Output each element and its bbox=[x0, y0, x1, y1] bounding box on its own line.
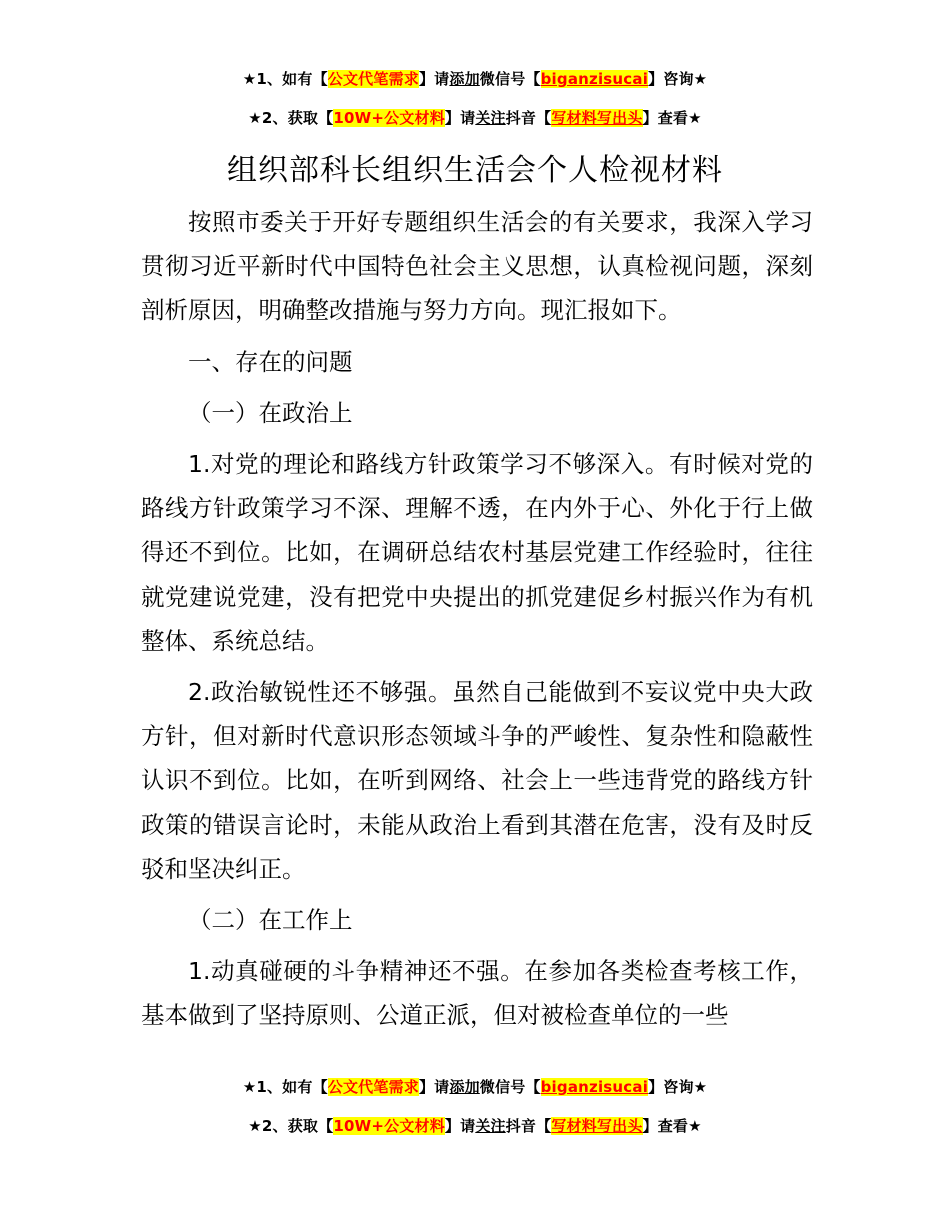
highlight-service: 公文代笔需求 bbox=[327, 1078, 419, 1096]
douyin-account: 写材料写出头 bbox=[551, 109, 643, 127]
document-body bbox=[141, 200, 813, 1038]
subsection-heading: （二）在工作上 bbox=[188, 906, 353, 935]
section-heading: 一、存在的问题 bbox=[188, 347, 353, 376]
header-banner-line-2: ★2、获取【10W+公文材料】请关注抖音【写材料写出头】查看★ bbox=[248, 109, 702, 127]
footer-banner-line-2: ★2、获取【10W+公文材料】请关注抖音【写材料写出头】查看★ bbox=[248, 1117, 702, 1135]
wechat-id: biganzisucai bbox=[540, 70, 649, 88]
body-paragraph: 2.政治敏锐性还不够强。虽然自己能做到不妄议党中央大政方针，但对新时代意识形态领域斗争的严峻性、复杂性和隐蔽性认识不到位。比如，在听到网络、社会上一些违背党的路线方针政策的错误言论时，未能从政治上看到其潜在危害，没有及时反驳和坚决纠正。 bbox=[141, 678, 813, 883]
highlight-service: 公文代笔需求 bbox=[327, 70, 419, 88]
highlight-materials: 10W+公文材料 bbox=[333, 1117, 445, 1135]
footer-banner-line-1: ★1、如有【公文代笔需求】请添加微信号【biganzisucai】咨询★ bbox=[242, 1078, 708, 1096]
intro-paragraph: 按照市委关于开好专题组织生活会的有关要求，我深入学习贯彻习近平新时代中国特色社会主义思想，认真检视问题，深刻剖析原因，明确整改措施与努力方向。现汇报如下。 bbox=[141, 208, 813, 325]
subsection-heading: （一）在政治上 bbox=[188, 398, 353, 427]
highlight-materials: 10W+公文材料 bbox=[333, 109, 445, 127]
douyin-account: 写材料写出头 bbox=[551, 1117, 643, 1135]
header-banner-line-1: ★1、如有【公文代笔需求】请添加微信号【biganzisucai】咨询★ bbox=[242, 70, 708, 88]
document-title: 组织部科长组织生活会个人检视材料 bbox=[227, 153, 723, 188]
body-paragraph: 1.对党的理论和路线方针政策学习不够深入。有时候对党的路线方针政策学习不深、理解不透，在内外于心、外化于行上做得还不到位。比如，在调研总结农村基层党建工作经验时，往往就党建说党建，没有把党中央提出的抓党建促乡村振兴作为有机整体、系统总结。 bbox=[141, 450, 813, 655]
body-paragraph: 1.动真碰硬的斗争精神还不强。在参加各类检查考核工作，基本做到了坚持原则、公道正派，但对被检查单位的一些 bbox=[141, 957, 813, 1030]
wechat-id: biganzisucai bbox=[540, 1078, 649, 1096]
